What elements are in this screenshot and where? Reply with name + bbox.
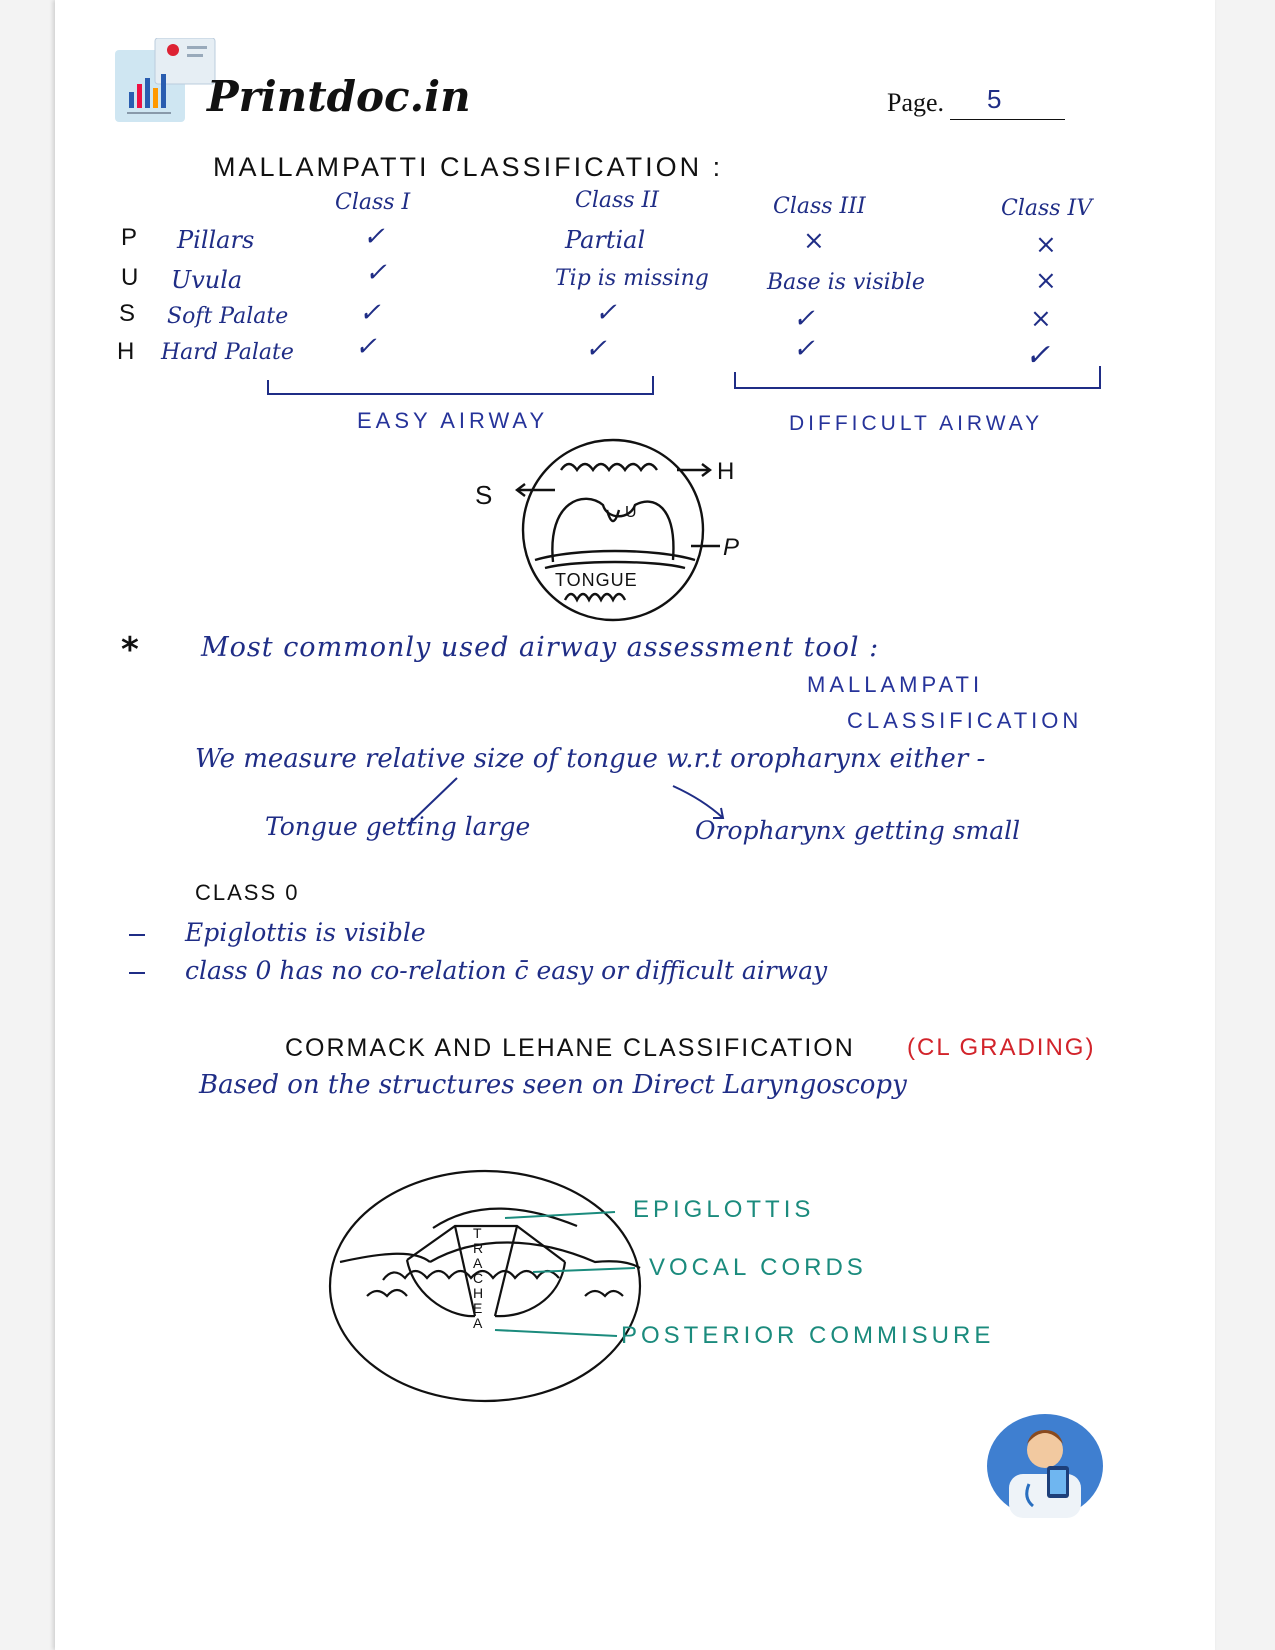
cell-text: Tip is missing [555, 266, 709, 291]
bullet-dash [129, 934, 145, 936]
star-icon: * [121, 630, 139, 670]
brand-name: Printdoc.in [207, 72, 471, 121]
check-mark: ✓ [359, 298, 381, 328]
class0-bullet: Epiglottis is visible [185, 918, 426, 947]
most-common-text: Most commonly used airway assessment tool : [201, 632, 880, 663]
page-number-underline [950, 119, 1065, 120]
col-class-1: Class I [335, 190, 411, 215]
mouth-label-h: H [717, 458, 738, 485]
row-letter: P [121, 224, 141, 251]
easy-airway-label: EASY AIRWAY [357, 408, 549, 433]
epiglottis-label: EPIGLOTTIS [633, 1196, 815, 1223]
cross-mark: × [803, 226, 825, 256]
vocal-cords-label: VOCAL CORDS [649, 1254, 867, 1281]
cl-grading-label: (CL GRADING) [907, 1034, 1096, 1061]
check-mark: ✓ [355, 332, 377, 362]
row-name: Soft Palate [167, 304, 289, 329]
bullet-dash [129, 972, 145, 974]
doctor-mascot-icon [985, 1408, 1105, 1520]
page-number: 5 [987, 84, 1002, 114]
row-letter: S [119, 300, 139, 327]
mouth-label-tongue: TONGUE [555, 570, 638, 590]
difficult-airway-label: DIFFICULT AIRWAY [789, 412, 1044, 435]
cormack-title: CORMACK AND LEHANE CLASSIFICATION [285, 1034, 855, 1062]
check-mark: ✓ [793, 334, 815, 364]
check-mark: ✓ [1025, 338, 1051, 373]
posterior-commisure-label: POSTERIOR COMMISURE [621, 1322, 995, 1349]
measure-text: We measure relative size of tongue w.r.t oropharynx either - [195, 744, 986, 774]
check-mark: ✓ [595, 298, 617, 328]
cross-mark: × [1035, 230, 1057, 260]
cell-text: Partial [565, 226, 646, 254]
row-letter: H [117, 338, 138, 365]
row-name: Pillars [177, 226, 255, 254]
mallampati-note-line1: MALLAMPATI [807, 672, 984, 697]
col-class-3: Class III [773, 194, 866, 219]
class0-title: CLASS 0 [195, 880, 300, 905]
row-letter: U [121, 264, 142, 291]
col-class-4: Class IV [1001, 196, 1093, 221]
class0-bullet: class 0 has no co-relation c̄ easy or difficult airway [185, 956, 828, 985]
trachea-label: TRACHEA [473, 1225, 484, 1331]
tongue-large-text: Tongue getting large [265, 812, 531, 841]
mallampati-title: MALLAMPATTI CLASSIFICATION : [213, 152, 724, 182]
col-class-2: Class II [575, 188, 659, 213]
mouth-label-p: P [723, 534, 743, 561]
check-mark: ✓ [365, 258, 387, 288]
page-label: Page. [887, 88, 945, 117]
cross-mark: × [1035, 266, 1057, 296]
cormack-subtitle: Based on the structures seen on Direct Laryngoscopy [199, 1070, 907, 1100]
mallampati-note-line2: CLASSIFICATION [847, 708, 1083, 733]
cell-text: Base is visible [767, 270, 925, 295]
check-mark: ✓ [585, 334, 607, 364]
mouth-label-u: U [625, 504, 640, 521]
check-mark: ✓ [793, 304, 815, 334]
cross-mark: × [1030, 304, 1052, 334]
row-name: Uvula [171, 266, 243, 294]
check-mark: ✓ [363, 222, 385, 252]
oropharynx-small-text: Oropharynx getting small [695, 816, 1021, 845]
row-name: Hard Palate [161, 340, 294, 365]
notes-page [55, 0, 1215, 1650]
mouth-label-s: S [475, 480, 496, 510]
